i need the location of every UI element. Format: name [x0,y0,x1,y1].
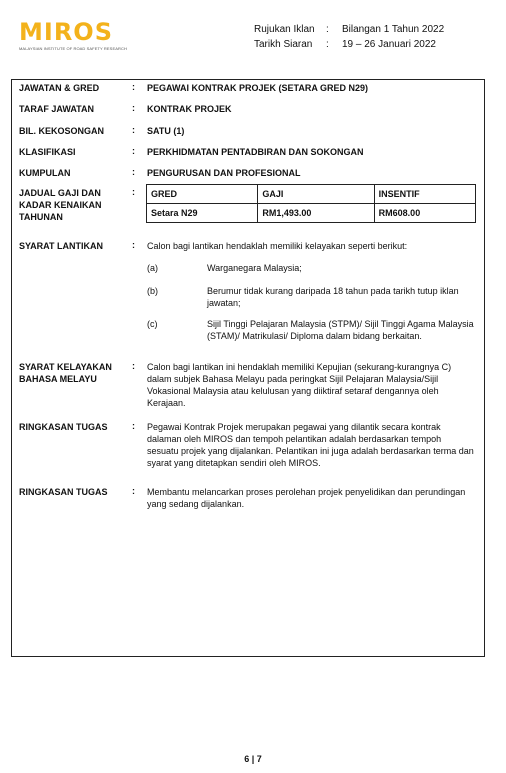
colon: : [132,486,135,496]
field-label-bahasa: SYARAT KELAYAKAN BAHASA MELAYU [19,362,112,384]
salary-table-header [147,185,476,204]
miros-logo [19,20,131,56]
field-value-bahasa: Calon bagi lantikan ini hendaklah memiliki Kepujian (sekurang-kurangnya C) dalam subjek Bahasa Melayu pada peringkat Sijil Pelajaran Malaysia/Sijil Vokasional Malaysia atau kelulusan yang diiktiraf setaraf dengannya oleh Kerajaan. [147,362,452,408]
field-value-kumpulan: PENGURUSAN DAN PROFESIONAL [147,168,301,178]
meta-key: Rujukan Iklan [254,24,315,35]
list-item-text: Sijil Tinggi Pelajaran Malaysia (STPM)/ Sijil Tinggi Agama Malaysia (STAM)/ Matrikulasi/ Diploma dalam bidang berkaitan. [207,319,474,341]
meta-sep: : [326,39,329,50]
colon: : [132,103,135,113]
colon: : [132,125,135,135]
salary-header-insentif: INSENTIF [374,185,475,204]
page-number: 6 | 7 [244,754,262,764]
field-value-kekosongan: SATU (1) [147,126,185,136]
colon: : [132,240,135,250]
field-value-klasifikasi: PERKHIDMATAN PENTADBIRAN DAN SOKONGAN [147,147,364,157]
table-row [147,204,476,223]
colon: : [132,82,135,92]
syarat-intro: Calon bagi lantikan hendaklah memiliki kelayakan seperti berikut: [147,241,408,251]
colon: : [132,361,135,371]
colon: : [132,187,135,197]
colon: : [132,167,135,177]
field-value-ringkasan-1: Pegawai Kontrak Projek merupakan pegawai yang dilantik secara kontrak dalaman oleh MIROS dan tempoh pelantikan adalah berdasarkan tempoh sesuatu projek yang dijalankan. Pelantikan ini juga adalah berdasarkan terma dan syarat yang ditetapkan sendiri oleh MIROS. [147,422,474,468]
salary-header-gaji: GAJI [258,185,374,204]
field-label-klasifikasi: KLASIFIKASI [19,147,76,157]
field-label-taraf: TARAF JAWATAN [19,104,94,114]
salary-cell-gred: Setara N29 [147,204,258,223]
field-value-jawatan: PEGAWAI KONTRAK PROJEK (SETARA GRED N29) [147,83,369,93]
field-label-kumpulan: KUMPULAN [19,168,71,178]
field-label-kekosongan: BIL. KEKOSONGAN [19,126,105,136]
advert-meta [254,22,444,52]
meta-sep: : [326,24,329,35]
field-value-ringkasan-2: Membantu melancarkan proses perolehan projek penyelidikan dan perundingan yang sedang dijalankan. [147,487,466,509]
list-item-label: (a) [147,263,158,273]
salary-cell-gaji: RM1,493.00 [258,204,374,223]
colon: : [132,146,135,156]
field-label-syarat: SYARAT LANTIKAN [19,241,104,251]
logo-tagline: MALAYSIAN INSTITUTE OF ROAD SAFETY RESEARCH [19,46,127,51]
colon: : [132,421,135,431]
meta-value: 19 – 26 Januari 2022 [342,39,436,50]
field-label-ringkasan-1: RINGKASAN TUGAS [19,422,108,432]
field-value-taraf: KONTRAK PROJEK [147,104,232,114]
meta-row-rujukan [254,22,444,37]
salary-header-gred: GRED [147,185,258,204]
list-item-label: (c) [147,319,158,329]
logo-wordmark: MIROS [19,18,113,46]
field-label-jadual-gaji: JADUAL GAJI DAN KADAR KENAIKAN TAHUNAN [19,188,102,222]
salary-table [146,184,476,223]
list-item-text: Warganegara Malaysia; [207,263,302,273]
list-item-text: Berumur tidak kurang daripada 18 tahun pada tarikh tutup iklan jawatan; [207,286,459,308]
field-label-jawatan: JAWATAN & GRED [19,83,100,93]
meta-key: Tarikh Siaran [254,39,313,50]
list-item-label: (b) [147,286,158,296]
meta-value: Bilangan 1 Tahun 2022 [342,24,445,35]
job-details-frame [11,79,485,657]
salary-cell-insentif: RM608.00 [374,204,475,223]
meta-row-tarikh [254,37,444,52]
field-label-ringkasan-2: RINGKASAN TUGAS [19,487,108,497]
